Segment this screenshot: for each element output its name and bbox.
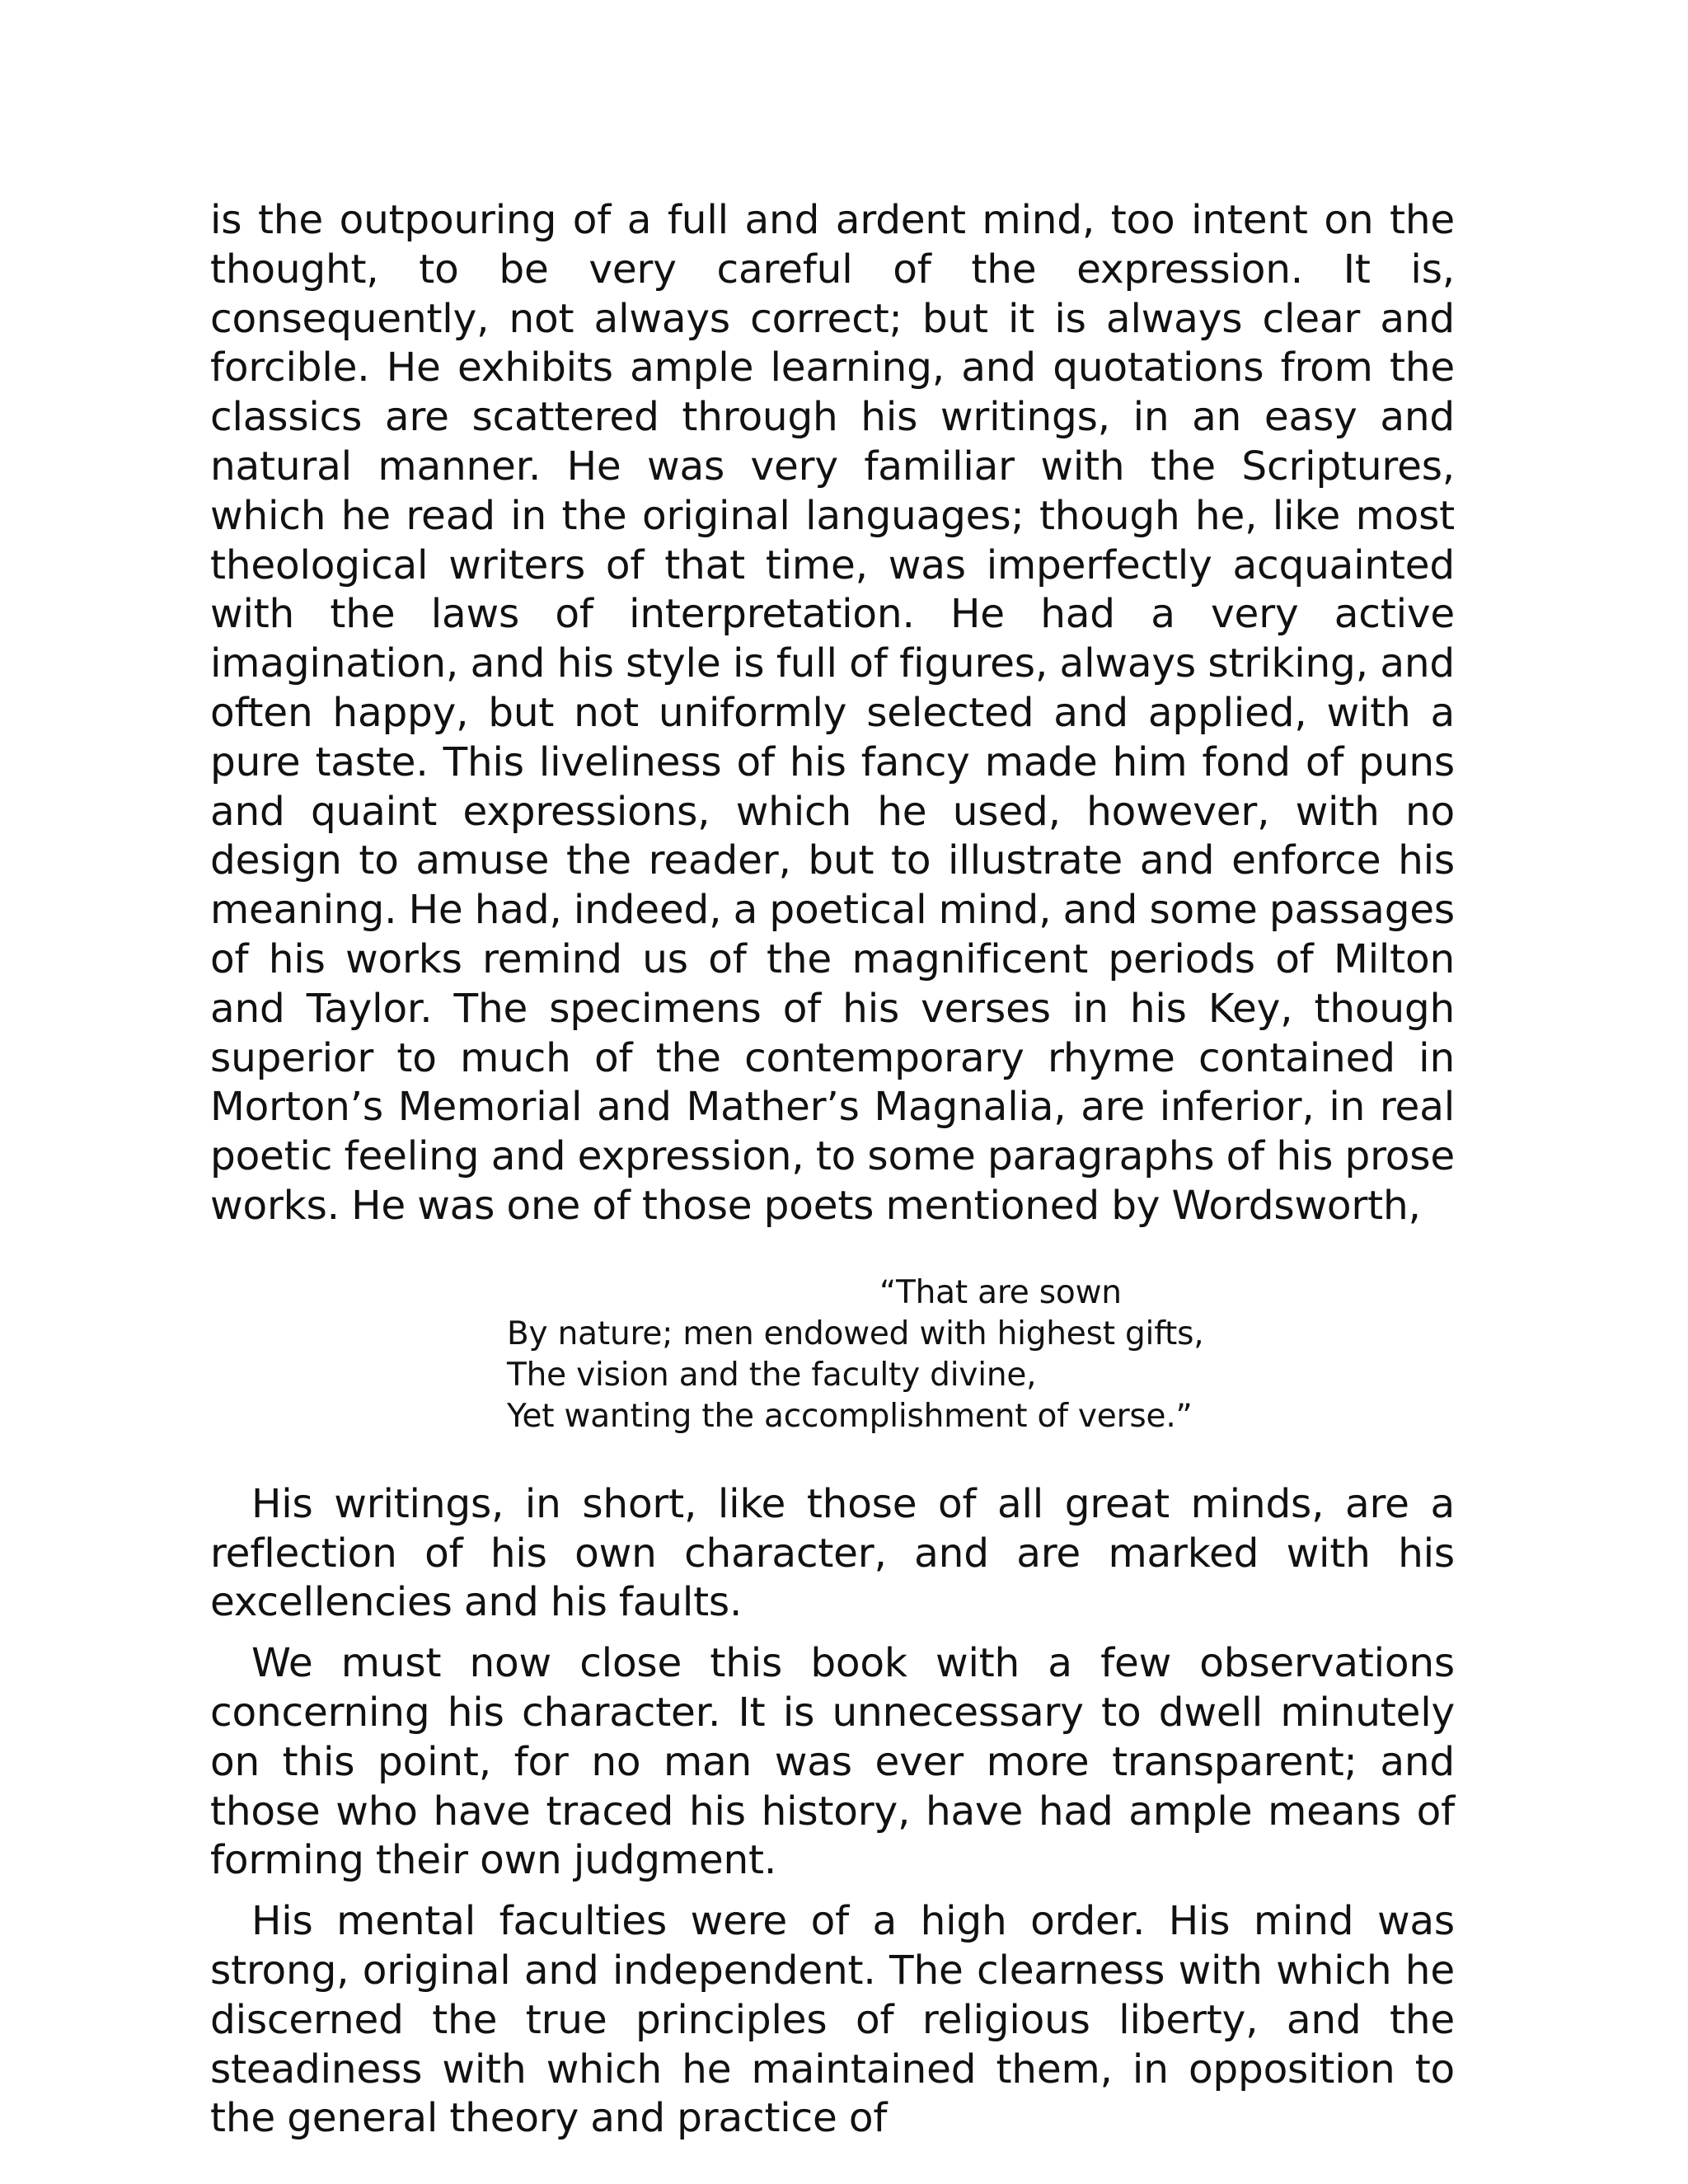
page-body: [210, 196, 1455, 2144]
verse-line: The vision and the faculty divine,: [507, 1356, 1037, 1394]
body-paragraph: We must now close this book with a few observations concerning his character. It is unnecessary to dwell minutely on this point, for no man was ever more transparent; and those who have traced his history, have had ample means of forming their own judgment.: [210, 1640, 1455, 1884]
body-paragraph: is the outpouring of a full and ardent mind, too intent on the thought, to be very careful of the expression. It is, consequently, not always correct; but it is always clear and forcible. He exhibits ample learning, and quotations from the classics are scattered through his writings, in an easy and natural manner. He was very familiar with the Scriptures, which he read in the original languages; though he, like most theological writers of that time, was imperfectly acquainted with the laws of interpretation. He had a very active imagination, and his style is full of figures, always striking, and often happy, but not uniformly selected and applied, with a pure taste. This liveliness of his fancy made him fond of puns and quaint expressions, which he used, however, with no design to amuse the reader, but to illustrate and enforce his meaning. He had, indeed, a poetical mind, and some passages of his works remind us of the magnificent periods of Milton and Taylor. The specimens of his verses in his Key, though superior to much of the contemporary rhyme contained in Morton’s Memorial and Mather’s Magnalia, are inferior, in real poetic feeling and expression, to some paragraphs of his prose works. He was one of those poets mentioned by Wordsworth,: [210, 197, 1455, 1229]
verse-line: By nature; men endowed with highest gifts,: [507, 1315, 1204, 1352]
body-paragraph: His mental faculties were of a high order. His mind was strong, original and independent. The clearness with which he discerned the true principles of religious liberty, and the steadiness with which he maintained them, in opposition to the general theory and practice of: [210, 1898, 1455, 2142]
verse-line: “That are sown: [879, 1273, 1122, 1311]
verse-quotation: [507, 1272, 1455, 1437]
verse-line: Yet wanting the accomplishment of verse.”: [507, 1397, 1193, 1435]
body-paragraph: His writings, in short, like those of all great minds, are a reflection of his own character, and are marked with his excellencies and his faults.: [210, 1480, 1455, 1626]
